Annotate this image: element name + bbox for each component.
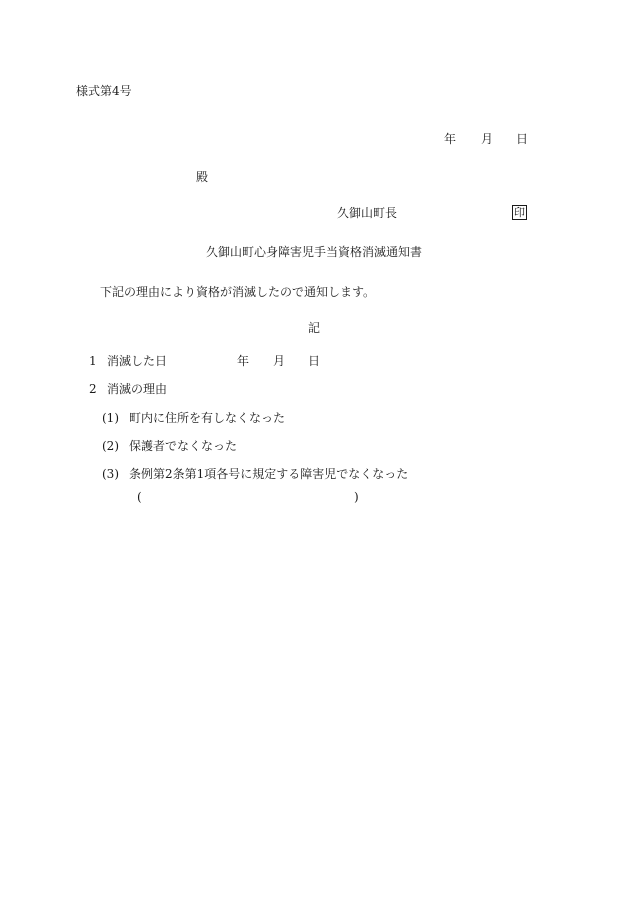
extinction-date-month-label: 月 (273, 354, 286, 368)
form-number: 様式第4号 (76, 84, 132, 98)
addressee-suffix: 殿 (196, 170, 209, 184)
reason-1-number: (1) (102, 411, 119, 425)
extinction-date-day-label: 日 (308, 354, 321, 368)
reason-3-number: (3) (102, 467, 119, 481)
issue-date-month-label: 月 (481, 132, 494, 146)
reason-2-number: (2) (102, 439, 119, 453)
paren-open: ( (137, 490, 142, 504)
issuer-title: 久御山町長 (337, 206, 398, 220)
item-2-label: 消滅の理由 (107, 382, 168, 396)
intro-text: 下記の理由により資格が消滅したので通知します。 (100, 285, 376, 299)
document-title: 久御山町心身障害児手当資格消滅通知書 (206, 245, 423, 259)
seal-stamp-box: 印 (514, 206, 525, 219)
paren-close: ) (354, 490, 359, 504)
reason-2-text: 保護者でなくなった (129, 439, 238, 453)
item-2-number: 2 (89, 382, 97, 396)
reason-3-text: 条例第2条第1項各号に規定する障害児でなくなった (129, 467, 409, 481)
issue-date-year-label: 年 (444, 132, 457, 146)
extinction-date-year-label: 年 (237, 354, 250, 368)
issue-date-day-label: 日 (516, 132, 529, 146)
ki-heading: 記 (308, 321, 321, 335)
item-1-label: 消滅した日 (107, 354, 168, 368)
reason-1-text: 町内に住所を有しなくなった (129, 411, 286, 425)
item-1-number: 1 (89, 354, 97, 368)
